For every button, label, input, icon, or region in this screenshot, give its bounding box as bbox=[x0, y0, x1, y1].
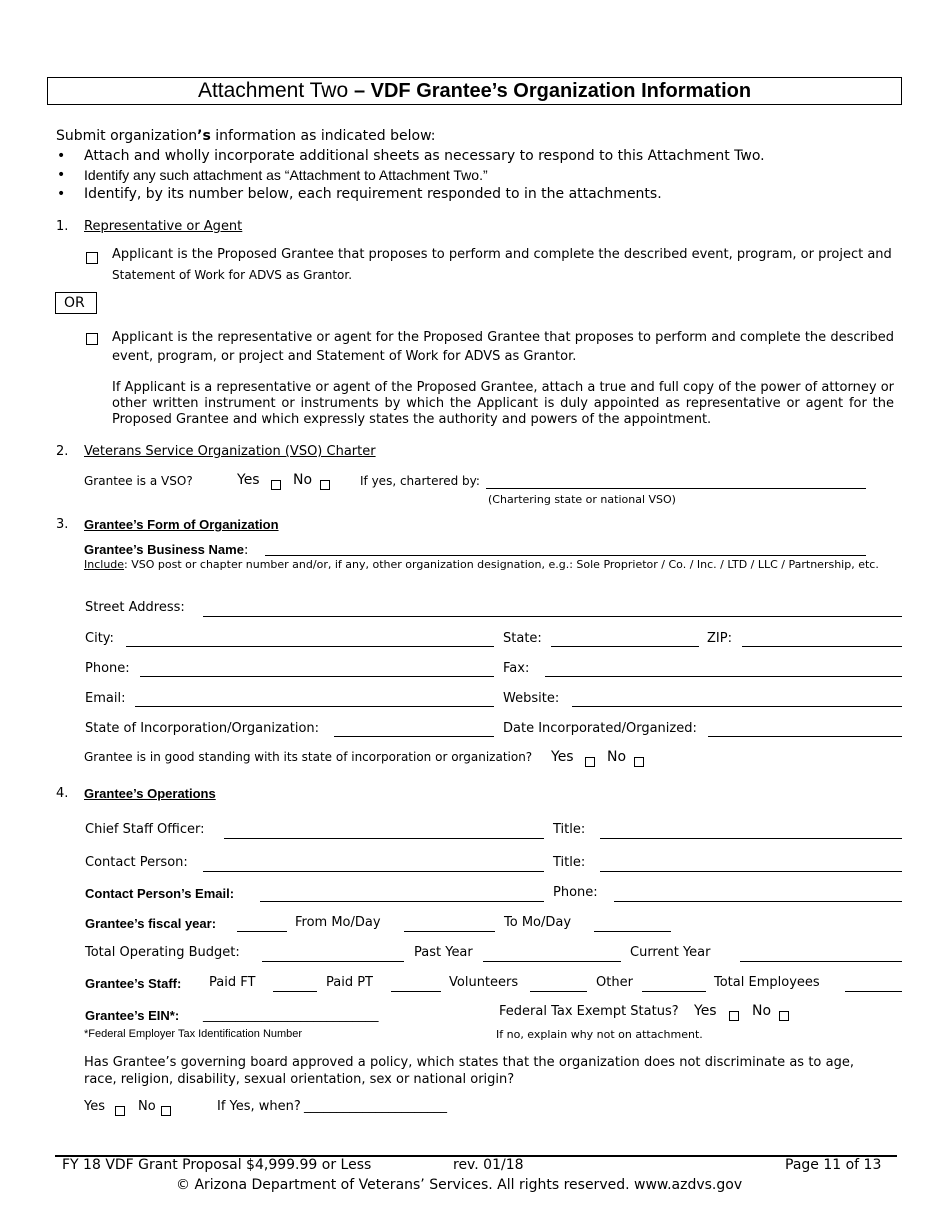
attachment-title bbox=[47, 77, 902, 105]
budget-field[interactable] bbox=[262, 961, 404, 962]
contact-title-label: Title: bbox=[553, 855, 586, 870]
phone-label: Phone: bbox=[85, 661, 130, 676]
chief-officer-label: Chief Staff Officer: bbox=[85, 822, 205, 837]
ein-field[interactable]: ___________________________ bbox=[203, 1008, 379, 1023]
intro-lead-b: ’s bbox=[197, 128, 211, 144]
total-employees-label: Total Employees bbox=[714, 975, 820, 990]
vso-no-checkbox[interactable] bbox=[320, 474, 330, 493]
section2-number: 2. bbox=[56, 444, 69, 459]
tax-note: If no, explain why not on attachment. bbox=[496, 1028, 703, 1041]
policy-question: Has Grantee’s governing board approved a policy, which states that the organization does not discriminate as to age, race, religion, disability, sexual orientation, sex or national origin? bbox=[84, 1055, 854, 1087]
email-field[interactable] bbox=[135, 706, 494, 707]
paid-pt-label: Paid PT bbox=[326, 975, 373, 990]
business-name-label bbox=[84, 542, 248, 558]
footer-rev: rev. 01/18 bbox=[453, 1157, 524, 1173]
contact-person-label: Contact Person: bbox=[85, 855, 188, 870]
option1-line2: Statement of Work for ADVS as Grantor. bbox=[112, 268, 353, 282]
vso-yes-label: Yes bbox=[237, 472, 260, 488]
section4-number: 4. bbox=[56, 786, 69, 801]
vso-question: Grantee is a VSO? bbox=[84, 474, 193, 488]
include-note bbox=[84, 558, 879, 571]
standing-no-label: No bbox=[607, 749, 627, 765]
volunteers-field[interactable] bbox=[530, 991, 587, 992]
when-label: If Yes, when? bbox=[217, 1099, 301, 1114]
intro-lead bbox=[56, 128, 435, 144]
bullet-item: Identify any such attachment as “Attachment to Attachment Two.” bbox=[84, 167, 488, 183]
agent-note: If Applicant is a representative or agent of the Proposed Grantee, attach a true and full copy of the power of attorney or other written instrument or instruments by which the Applicant is duly appointed as representative or agent for the Proposed Grantee and which expressly states the authority and powers of the appointment. bbox=[112, 380, 894, 427]
contact-email-label: Contact Person’s Email: bbox=[85, 886, 235, 901]
option2-text: Applicant is the representative or agent for the Proposed Grantee that proposes to perform and complete the described event, program, or project and Statement of Work for ADVS as Grantor. bbox=[112, 330, 894, 364]
section3-heading: Grantee’s Form of Organization bbox=[84, 517, 279, 532]
standing-question: Grantee is in good standing with its state of incorporation or organization? bbox=[84, 750, 533, 764]
business-name-text: Grantee’s Business Name bbox=[84, 542, 244, 557]
grantee-checkbox[interactable] bbox=[86, 248, 98, 267]
tax-no-label: No bbox=[752, 1003, 772, 1019]
policy-yes-checkbox[interactable] bbox=[115, 1100, 125, 1119]
budget-label: Total Operating Budget: bbox=[85, 945, 240, 960]
incorp-state-field[interactable] bbox=[334, 736, 494, 737]
business-name-colon: : bbox=[243, 543, 249, 558]
ein-note: *Federal Employer Tax Identification Number bbox=[84, 1028, 303, 1040]
staff-label: Grantee’s Staff: bbox=[85, 976, 182, 991]
footer-left: FY 18 VDF Grant Proposal $4,999.99 or Less bbox=[62, 1157, 372, 1173]
fiscal-year-label: Grantee’s fiscal year: bbox=[85, 916, 217, 931]
fax-field[interactable] bbox=[545, 676, 902, 677]
contact-email-field[interactable] bbox=[260, 901, 544, 902]
business-name-field[interactable] bbox=[265, 555, 866, 556]
bullet-glyph: • bbox=[57, 186, 66, 202]
street-label: Street Address: bbox=[85, 600, 185, 615]
paid-ft-label: Paid FT bbox=[209, 975, 256, 990]
website-label: Website: bbox=[503, 691, 560, 706]
contact-person-field[interactable] bbox=[203, 871, 544, 872]
title-bold: – VDF Grantee’s Organization Information bbox=[353, 80, 752, 102]
website-field[interactable] bbox=[572, 706, 902, 707]
section4-heading: Grantee’s Operations bbox=[84, 786, 216, 801]
when-field[interactable]: ______________________ bbox=[304, 1099, 447, 1114]
past-year-field[interactable] bbox=[483, 961, 621, 962]
chartered-label: If yes, chartered by: bbox=[360, 474, 480, 488]
paid-ft-field[interactable] bbox=[273, 991, 317, 992]
other-label: Other bbox=[596, 975, 633, 990]
section1-heading: Representative or Agent bbox=[84, 219, 243, 234]
bullet-glyph: • bbox=[57, 148, 66, 164]
footer-page: Page 11 of 13 bbox=[785, 1157, 882, 1173]
standing-no-checkbox[interactable] bbox=[634, 751, 644, 770]
contact-phone-label: Phone: bbox=[553, 885, 598, 900]
to-label: To Mo/Day bbox=[504, 915, 572, 930]
section1-number: 1. bbox=[56, 219, 69, 234]
contact-title-field[interactable] bbox=[600, 871, 902, 872]
bullet-item: Identify, by its number below, each requirement responded to in the attachments. bbox=[84, 186, 662, 202]
current-year-field[interactable] bbox=[740, 961, 902, 962]
policy-no-label: No bbox=[138, 1099, 156, 1114]
paid-pt-field[interactable] bbox=[391, 991, 441, 992]
footer-copyright: © Arizona Department of Veterans’ Services. All rights reserved. www.azdvs.gov bbox=[176, 1177, 743, 1193]
email-label: Email: bbox=[85, 691, 126, 706]
agent-checkbox[interactable] bbox=[86, 329, 98, 348]
include-label: Include bbox=[84, 558, 125, 571]
street-field[interactable] bbox=[203, 616, 902, 617]
other-field[interactable] bbox=[642, 991, 706, 992]
incorp-date-field[interactable] bbox=[708, 736, 902, 737]
incorp-state-label: State of Incorporation/Organization: bbox=[85, 721, 320, 736]
from-field[interactable] bbox=[404, 931, 495, 932]
or-label: OR bbox=[55, 292, 97, 314]
contact-phone-field[interactable] bbox=[614, 901, 902, 902]
ein-label: Grantee’s EIN*: bbox=[85, 1008, 180, 1023]
bullet-glyph: • bbox=[57, 167, 66, 183]
tax-yes-checkbox[interactable] bbox=[729, 1005, 739, 1024]
policy-yes-label: Yes bbox=[84, 1099, 105, 1114]
tax-yes-label: Yes bbox=[694, 1003, 717, 1019]
city-field[interactable] bbox=[126, 646, 494, 647]
past-year-label: Past Year bbox=[414, 945, 473, 960]
intro-lead-c: information as indicated below: bbox=[210, 128, 436, 144]
zip-label: ZIP: bbox=[707, 631, 732, 646]
bullet-item: Attach and wholly incorporate additional sheets as necessary to respond to this Attachment Two. bbox=[84, 148, 765, 164]
chief-title-label: Title: bbox=[553, 822, 586, 837]
section3-number: 3. bbox=[56, 517, 69, 532]
vso-no-label: No bbox=[293, 472, 313, 488]
phone-field[interactable] bbox=[140, 676, 494, 677]
chartered-hint: (Chartering state or national VSO) bbox=[488, 493, 676, 506]
total-employees-field[interactable] bbox=[845, 991, 902, 992]
standing-yes-checkbox[interactable] bbox=[585, 751, 595, 770]
vso-yes-checkbox[interactable] bbox=[271, 474, 281, 493]
current-year-label: Current Year bbox=[630, 945, 711, 960]
chartered-field[interactable] bbox=[486, 488, 866, 489]
from-label: From Mo/Day bbox=[295, 915, 381, 930]
include-text: : VSO post or chapter number and/or, if any, other organization designation, e.g.: Sole Proprietor / Co. / Inc. / LTD / LLC / Partnership, etc. bbox=[124, 558, 879, 571]
tax-no-checkbox[interactable] bbox=[779, 1005, 789, 1024]
volunteers-label: Volunteers bbox=[449, 975, 519, 990]
standing-yes-label: Yes bbox=[551, 749, 574, 765]
fax-label: Fax: bbox=[503, 661, 530, 676]
to-field[interactable] bbox=[594, 931, 671, 932]
state-label: State: bbox=[503, 631, 542, 646]
zip-field[interactable] bbox=[742, 646, 902, 647]
chief-officer-field[interactable] bbox=[224, 838, 544, 839]
option1-line1: Applicant is the Proposed Grantee that proposes to perform and complete the described event, program, or project and bbox=[112, 247, 892, 262]
tax-status-label: Federal Tax Exempt Status? bbox=[499, 1004, 679, 1019]
title-regular: Attachment Two bbox=[197, 79, 354, 102]
incorp-date-label: Date Incorporated/Organized: bbox=[503, 721, 697, 736]
policy-no-checkbox[interactable] bbox=[161, 1100, 171, 1119]
fiscal-blank[interactable] bbox=[237, 931, 287, 932]
chief-title-field[interactable] bbox=[600, 838, 902, 839]
intro-lead-a: Submit organization bbox=[56, 128, 198, 144]
section2-heading: Veterans Service Organization (VSO) Charter bbox=[84, 444, 376, 459]
city-label: City: bbox=[85, 631, 114, 646]
state-field[interactable] bbox=[551, 646, 699, 647]
